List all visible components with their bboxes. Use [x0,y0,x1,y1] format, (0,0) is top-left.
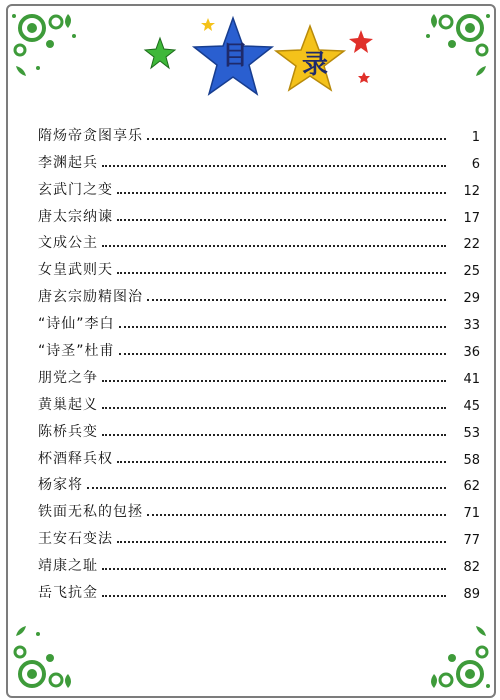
toc-entry-page-number: 1 [471,129,480,145]
toc-entry-title: 杨家将 [38,477,83,494]
toc-entry-title: 文成公主 [38,235,98,252]
toc-entry-title: 陈桥兵变 [38,423,98,440]
toc-entry-title: 唐太宗纳谏 [38,208,113,225]
red-star-icon [349,30,373,53]
page-title-char-1: 目 [222,41,249,71]
toc-entry-page-number: 62 [463,479,480,495]
toc-leader-dots [102,380,446,382]
toc-leader-dots [102,245,446,247]
corner-ornament-top-left [8,6,88,86]
toc-entry-title: 隋炀帝贪图享乐 [38,127,143,144]
page-title-char-2: 录 [302,50,329,80]
toc-entry-title: 黄巢起义 [38,396,98,413]
toc-leader-dots [102,434,446,436]
toc-entry[interactable] [38,575,480,602]
toc-leader-dots [147,514,446,516]
toc-entry-title: 唐玄宗励精图治 [38,289,143,306]
toc-entry-page-number: 36 [463,345,480,361]
toc-entry-page-number: 17 [463,210,480,226]
toc-entry[interactable] [38,333,480,360]
toc-entry[interactable] [38,226,480,253]
toc-entry-page-number: 12 [463,183,480,199]
toc-entry[interactable] [38,414,480,441]
corner-ornament-bottom-left [8,616,88,696]
toc-entry-page-number: 29 [463,291,480,307]
small-yellow-star-icon [201,18,215,31]
toc-leader-dots [147,138,446,140]
toc-entry[interactable] [38,468,480,495]
toc-entry[interactable] [38,548,480,575]
toc-entry-title: 岳飞抗金 [38,585,98,602]
toc-entry-page-number: 22 [463,237,480,253]
toc-header [138,10,388,102]
toc-entry-page-number: 53 [463,425,480,441]
toc-entry[interactable] [38,521,480,548]
toc-leader-dots [119,326,446,328]
green-star-icon [145,38,175,68]
toc-entry[interactable] [38,306,480,333]
toc-entry-title: “诗仙”李白 [38,316,115,333]
toc-entry-title: 铁面无私的包拯 [38,504,143,521]
toc-entry-page-number: 6 [471,156,480,172]
toc-entry[interactable] [38,118,480,145]
toc-entry-title: 玄武门之变 [38,181,113,198]
toc-entry-page-number: 71 [463,506,480,522]
toc-entry-title: 王安石变法 [38,531,113,548]
toc-entry[interactable] [38,441,480,468]
toc-entry[interactable] [38,145,480,172]
toc-entry-page-number: 45 [463,398,480,414]
corner-ornament-bottom-right [414,616,494,696]
toc-leader-dots [102,165,446,167]
toc-entry-title: “诗圣”杜甫 [38,343,115,360]
toc-leader-dots [117,272,446,274]
toc-entry[interactable] [38,252,480,279]
toc-entry-title: 杯酒释兵权 [38,450,113,467]
toc-entry-page-number: 77 [463,533,480,549]
toc-entry-page-number: 41 [463,371,480,387]
toc-entry-title: 李渊起兵 [38,154,98,171]
toc-entry[interactable] [38,199,480,226]
toc-leader-dots [117,192,446,194]
toc-leader-dots [117,461,446,463]
toc-entry[interactable] [38,360,480,387]
toc-leader-dots [102,568,446,570]
toc-entry-page-number: 89 [463,587,480,603]
toc-entry[interactable] [38,494,480,521]
toc-leader-dots [102,407,446,409]
toc-entry[interactable] [38,387,480,414]
toc-leader-dots [117,541,446,543]
toc-leader-dots [119,353,446,355]
toc-entry[interactable] [38,279,480,306]
toc-entry-title: 女皇武则天 [38,262,113,279]
table-of-contents [38,118,480,602]
toc-entry-title: 朋党之争 [38,369,98,386]
corner-ornament-top-right [414,6,494,86]
small-red-star-icon [358,72,370,83]
toc-entry-page-number: 82 [463,560,480,576]
toc-entry-page-number: 33 [463,318,480,334]
toc-entry[interactable] [38,172,480,199]
toc-entry-page-number: 25 [463,264,480,280]
toc-leader-dots [87,487,446,489]
toc-leader-dots [117,219,446,221]
toc-entry-title: 靖康之耻 [38,558,98,575]
toc-entry-page-number: 58 [463,452,480,468]
page-frame [6,4,496,698]
toc-leader-dots [102,595,446,597]
toc-leader-dots [147,299,446,301]
